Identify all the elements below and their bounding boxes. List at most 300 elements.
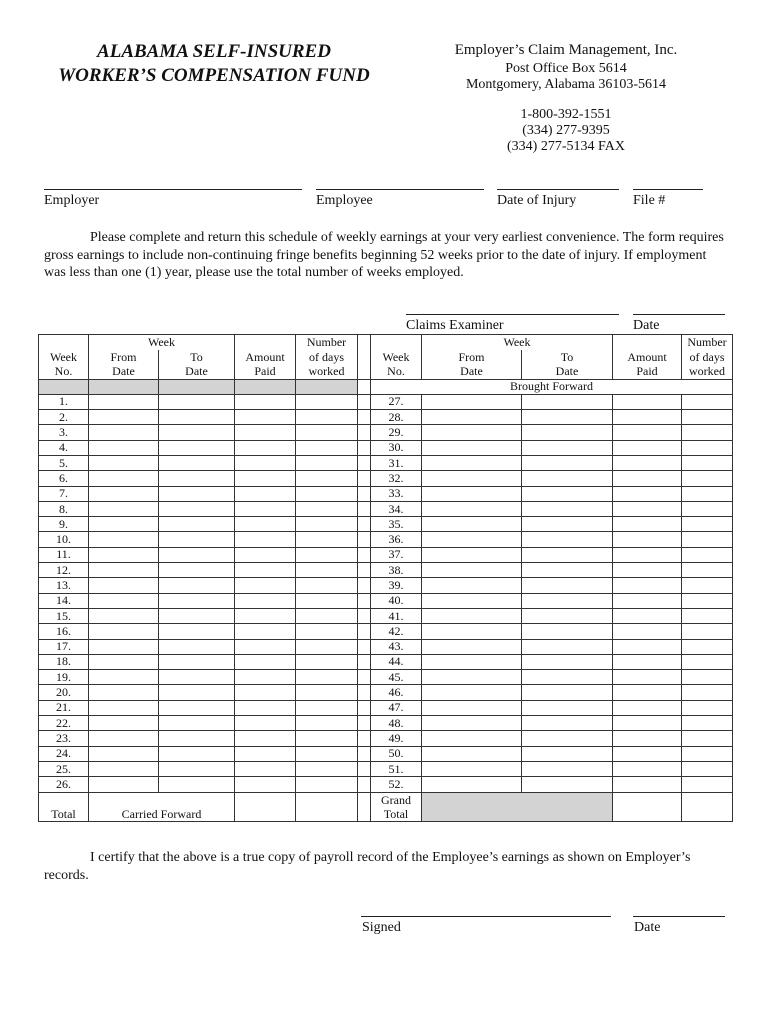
days-worked-right-cell[interactable]	[682, 532, 733, 547]
week-no-right: 50.	[371, 746, 422, 761]
to-date-right-cell[interactable]	[522, 425, 613, 440]
from-date-left-cell[interactable]	[89, 654, 159, 669]
days-worked-left-cell[interactable]	[296, 777, 358, 792]
week-no-right: 43.	[371, 639, 422, 654]
to-date-left-cell[interactable]	[159, 578, 235, 593]
week-no-left: 23.	[39, 731, 89, 746]
amount-paid-right-cell[interactable]	[613, 563, 682, 578]
header-from-left-2: Date	[89, 364, 159, 379]
days-worked-left-cell[interactable]	[296, 761, 358, 776]
from-date-left-cell[interactable]	[89, 425, 159, 440]
days-worked-left-cell[interactable]	[296, 547, 358, 562]
column-separator	[358, 792, 371, 821]
amount-paid-left-cell[interactable]	[235, 440, 296, 455]
to-date-left-cell[interactable]	[159, 425, 235, 440]
from-date-left-cell[interactable]	[89, 716, 159, 731]
days-worked-left-cell[interactable]	[296, 394, 358, 409]
days-worked-right-cell[interactable]	[682, 731, 733, 746]
from-date-right-cell[interactable]	[422, 746, 522, 761]
grand-total-days-cell[interactable]	[682, 792, 733, 821]
column-separator	[358, 394, 371, 409]
days-worked-right-cell[interactable]	[682, 410, 733, 425]
total-label: Total	[39, 792, 89, 821]
file-number-line[interactable]	[633, 189, 703, 190]
days-worked-left-cell[interactable]	[296, 440, 358, 455]
week-no-left: 8.	[39, 501, 89, 516]
days-worked-left-cell[interactable]	[296, 425, 358, 440]
header-week-no-left-1: Week	[39, 350, 89, 365]
from-date-right-cell[interactable]	[422, 670, 522, 685]
days-worked-right-cell[interactable]	[682, 471, 733, 486]
column-separator	[358, 578, 371, 593]
to-date-left-cell[interactable]	[159, 716, 235, 731]
amount-paid-left-cell[interactable]	[235, 486, 296, 501]
column-separator	[358, 624, 371, 639]
days-worked-left-cell[interactable]	[296, 486, 358, 501]
from-date-right-cell[interactable]	[422, 394, 522, 409]
table-row	[39, 471, 733, 486]
from-date-left-cell[interactable]	[89, 608, 159, 623]
to-date-left-cell[interactable]	[159, 455, 235, 470]
from-date-left-cell[interactable]	[89, 547, 159, 562]
amount-paid-right-cell[interactable]	[613, 777, 682, 792]
from-date-right-cell[interactable]	[422, 410, 522, 425]
to-date-right-cell[interactable]	[522, 746, 613, 761]
to-date-left-cell[interactable]	[159, 777, 235, 792]
days-worked-right-cell[interactable]	[682, 547, 733, 562]
days-worked-left-cell[interactable]	[296, 517, 358, 532]
days-worked-left-cell[interactable]	[296, 455, 358, 470]
from-date-left-cell[interactable]	[89, 517, 159, 532]
claims-examiner-label: Claims Examiner	[406, 318, 504, 333]
from-date-right-cell[interactable]	[422, 761, 522, 776]
amount-paid-left-cell[interactable]	[235, 716, 296, 731]
amount-paid-left-cell[interactable]	[235, 563, 296, 578]
column-separator	[358, 517, 371, 532]
header-days-left-1: Number	[296, 335, 358, 350]
week-no-left: 5.	[39, 455, 89, 470]
from-date-right-cell[interactable]	[422, 547, 522, 562]
days-worked-right-cell[interactable]	[682, 517, 733, 532]
amount-paid-right-cell[interactable]	[613, 593, 682, 608]
to-date-left-cell[interactable]	[159, 639, 235, 654]
from-date-left-cell[interactable]	[89, 685, 159, 700]
header-week-no-right-2: No.	[371, 364, 422, 379]
table-row	[39, 731, 733, 746]
title-line-2: WORKER’S COMPENSATION FUND	[58, 65, 370, 86]
to-date-left-cell[interactable]	[159, 532, 235, 547]
week-no-left: 16.	[39, 624, 89, 639]
amount-paid-right-cell[interactable]	[613, 455, 682, 470]
amount-paid-left-cell[interactable]	[235, 532, 296, 547]
amount-paid-right-cell[interactable]	[613, 547, 682, 562]
from-date-left-cell[interactable]	[89, 670, 159, 685]
days-worked-left-cell[interactable]	[296, 731, 358, 746]
from-date-right-cell[interactable]	[422, 639, 522, 654]
table-row	[39, 425, 733, 440]
from-date-right-cell[interactable]	[422, 563, 522, 578]
employee-line[interactable]	[316, 189, 484, 190]
from-date-left-cell[interactable]	[89, 761, 159, 776]
from-date-right-cell[interactable]	[422, 593, 522, 608]
week-no-left: 17.	[39, 639, 89, 654]
days-worked-right-cell[interactable]	[682, 608, 733, 623]
from-date-left-cell[interactable]	[89, 501, 159, 516]
days-worked-right-cell[interactable]	[682, 501, 733, 516]
from-date-right-cell[interactable]	[422, 455, 522, 470]
from-date-left-cell[interactable]	[89, 532, 159, 547]
week-no-right: 31.	[371, 455, 422, 470]
days-worked-right-cell[interactable]	[682, 716, 733, 731]
days-worked-left-cell[interactable]	[296, 593, 358, 608]
column-separator	[358, 410, 371, 425]
from-date-right-cell[interactable]	[422, 578, 522, 593]
days-worked-left-cell[interactable]	[296, 410, 358, 425]
days-worked-left-cell[interactable]	[296, 578, 358, 593]
from-date-right-cell[interactable]	[422, 700, 522, 715]
amount-paid-left-cell[interactable]	[235, 517, 296, 532]
week-no-right: 52.	[371, 777, 422, 792]
days-worked-left-cell[interactable]	[296, 716, 358, 731]
examiner-date-line[interactable]	[633, 314, 725, 315]
amount-paid-left-cell[interactable]	[235, 685, 296, 700]
instructions-paragraph: Please complete and return this schedule of weekly earnings at your very earliest convenience. The form requires gross earnings to include non-continuing fringe benefits beginning 52 weeks prior to the date of injury. If employment was less than one (1) year, please use the total number of weeks employed.	[44, 230, 724, 280]
to-date-right-cell[interactable]	[522, 486, 613, 501]
days-worked-left-cell[interactable]	[296, 639, 358, 654]
days-worked-right-cell[interactable]	[682, 563, 733, 578]
week-no-left: 7.	[39, 486, 89, 501]
days-worked-right-cell[interactable]	[682, 455, 733, 470]
days-worked-right-cell[interactable]	[682, 394, 733, 409]
table-row	[39, 593, 733, 608]
week-no-left: 21.	[39, 700, 89, 715]
employer-label: Employer	[44, 193, 100, 208]
amount-paid-left-cell[interactable]	[235, 425, 296, 440]
week-no-right: 38.	[371, 563, 422, 578]
date-of-injury-line[interactable]	[497, 189, 619, 190]
from-date-right-cell[interactable]	[422, 486, 522, 501]
amount-paid-right-cell[interactable]	[613, 685, 682, 700]
days-worked-right-cell[interactable]	[682, 761, 733, 776]
column-separator	[358, 639, 371, 654]
days-worked-left-cell[interactable]	[296, 532, 358, 547]
amount-paid-right-cell[interactable]	[613, 761, 682, 776]
week-no-left: 15.	[39, 608, 89, 623]
week-no-left: 26.	[39, 777, 89, 792]
header-from-right-2: Date	[422, 364, 522, 379]
from-date-right-cell[interactable]	[422, 731, 522, 746]
from-date-left-cell[interactable]	[89, 624, 159, 639]
days-worked-left-cell[interactable]	[296, 685, 358, 700]
to-date-right-cell[interactable]	[522, 593, 613, 608]
days-worked-left-cell[interactable]	[296, 700, 358, 715]
from-date-right-cell[interactable]	[422, 654, 522, 669]
amount-paid-right-cell[interactable]	[613, 425, 682, 440]
fax-number: (334) 277-5134 FAX	[507, 139, 625, 154]
brought-forward-label: Brought Forward	[371, 379, 733, 394]
from-date-right-cell[interactable]	[422, 471, 522, 486]
to-date-right-cell[interactable]	[522, 578, 613, 593]
days-worked-right-cell[interactable]	[682, 486, 733, 501]
week-no-left: 25.	[39, 761, 89, 776]
table-row	[39, 624, 733, 639]
days-worked-right-cell[interactable]	[682, 593, 733, 608]
to-date-left-cell[interactable]	[159, 593, 235, 608]
amount-paid-right-cell[interactable]	[613, 608, 682, 623]
amount-paid-left-cell[interactable]	[235, 578, 296, 593]
header-days-left-2: of days	[296, 350, 358, 365]
days-worked-left-cell[interactable]	[296, 624, 358, 639]
week-no-left: 3.	[39, 425, 89, 440]
from-date-right-cell[interactable]	[422, 532, 522, 547]
from-date-left-cell[interactable]	[89, 700, 159, 715]
from-date-right-cell[interactable]	[422, 685, 522, 700]
column-separator	[358, 532, 371, 547]
amount-paid-right-cell[interactable]	[613, 670, 682, 685]
to-date-right-cell[interactable]	[522, 777, 613, 792]
amount-paid-right-cell[interactable]	[613, 654, 682, 669]
amount-paid-right-cell[interactable]	[613, 410, 682, 425]
to-date-right-cell[interactable]	[522, 639, 613, 654]
days-worked-right-cell[interactable]	[682, 425, 733, 440]
from-date-right-cell[interactable]	[422, 716, 522, 731]
to-date-left-cell[interactable]	[159, 394, 235, 409]
grand-total-amount-cell[interactable]	[613, 792, 682, 821]
carried-forward-label: Carried Forward	[89, 792, 235, 821]
from-date-left-cell[interactable]	[89, 593, 159, 608]
to-date-left-cell[interactable]	[159, 471, 235, 486]
grand-label-2: Total	[383, 806, 409, 821]
from-date-right-cell[interactable]	[422, 624, 522, 639]
amount-paid-left-cell[interactable]	[235, 731, 296, 746]
amount-paid-left-cell[interactable]	[235, 471, 296, 486]
days-worked-left-cell[interactable]	[296, 654, 358, 669]
to-date-right-cell[interactable]	[522, 517, 613, 532]
week-no-right: 33.	[371, 486, 422, 501]
to-date-left-cell[interactable]	[159, 563, 235, 578]
to-date-left-cell[interactable]	[159, 501, 235, 516]
to-date-left-cell[interactable]	[159, 685, 235, 700]
to-date-left-cell[interactable]	[159, 731, 235, 746]
column-separator	[358, 455, 371, 470]
header-amount-right-2: Paid	[613, 364, 682, 379]
column-separator	[358, 761, 371, 776]
from-date-left-cell[interactable]	[89, 410, 159, 425]
amount-paid-left-cell[interactable]	[235, 501, 296, 516]
to-date-right-cell[interactable]	[522, 624, 613, 639]
days-worked-left-cell[interactable]	[296, 608, 358, 623]
amount-paid-right-cell[interactable]	[613, 578, 682, 593]
days-worked-right-cell[interactable]	[682, 700, 733, 715]
days-worked-right-cell[interactable]	[682, 639, 733, 654]
to-date-left-cell[interactable]	[159, 608, 235, 623]
date-of-injury-label: Date of Injury	[497, 193, 577, 208]
week-no-left: 1.	[39, 394, 89, 409]
week-no-left: 9.	[39, 517, 89, 532]
days-worked-right-cell[interactable]	[682, 440, 733, 455]
week-no-right: 34.	[371, 501, 422, 516]
to-date-left-cell[interactable]	[159, 440, 235, 455]
from-date-left-cell[interactable]	[89, 440, 159, 455]
to-date-left-cell[interactable]	[159, 746, 235, 761]
amount-paid-right-cell[interactable]	[613, 471, 682, 486]
to-date-right-cell[interactable]	[522, 455, 613, 470]
amount-paid-left-cell[interactable]	[235, 608, 296, 623]
table-row	[39, 685, 733, 700]
header-to-right-2: Date	[522, 364, 613, 379]
days-worked-right-cell[interactable]	[682, 578, 733, 593]
table-row	[39, 486, 733, 501]
from-date-left-cell[interactable]	[89, 639, 159, 654]
to-date-right-cell[interactable]	[522, 670, 613, 685]
week-no-right: 32.	[371, 471, 422, 486]
from-date-right-cell[interactable]	[422, 608, 522, 623]
phone-1: 1-800-392-1551	[520, 107, 612, 122]
amount-paid-left-cell[interactable]	[235, 547, 296, 562]
to-date-left-cell[interactable]	[159, 486, 235, 501]
to-date-left-cell[interactable]	[159, 547, 235, 562]
amount-paid-right-cell[interactable]	[613, 639, 682, 654]
days-worked-right-cell[interactable]	[682, 654, 733, 669]
amount-paid-right-cell[interactable]	[613, 440, 682, 455]
claims-examiner-line[interactable]	[406, 314, 619, 315]
days-worked-right-cell[interactable]	[682, 685, 733, 700]
from-date-left-cell[interactable]	[89, 578, 159, 593]
title-line-1: ALABAMA SELF-INSURED	[97, 41, 331, 62]
from-date-left-cell[interactable]	[89, 394, 159, 409]
form-title	[44, 40, 384, 88]
week-no-right: 40.	[371, 593, 422, 608]
header-to-right-1: To	[522, 350, 613, 365]
company-block	[436, 42, 696, 155]
amount-paid-right-cell[interactable]	[613, 716, 682, 731]
week-no-right: 46.	[371, 685, 422, 700]
amount-paid-right-cell[interactable]	[613, 394, 682, 409]
amount-paid-right-cell[interactable]	[613, 532, 682, 547]
days-worked-right-cell[interactable]	[682, 777, 733, 792]
amount-paid-right-cell[interactable]	[613, 624, 682, 639]
total-amount-cell[interactable]	[235, 792, 296, 821]
amount-paid-right-cell[interactable]	[613, 501, 682, 516]
to-date-right-cell[interactable]	[522, 410, 613, 425]
from-date-left-cell[interactable]	[89, 455, 159, 470]
from-date-right-cell[interactable]	[422, 777, 522, 792]
days-worked-right-cell[interactable]	[682, 670, 733, 685]
days-worked-left-cell[interactable]	[296, 563, 358, 578]
from-date-right-cell[interactable]	[422, 501, 522, 516]
amount-paid-left-cell[interactable]	[235, 654, 296, 669]
to-date-right-cell[interactable]	[522, 440, 613, 455]
amount-paid-left-cell[interactable]	[235, 593, 296, 608]
amount-paid-left-cell[interactable]	[235, 746, 296, 761]
to-date-left-cell[interactable]	[159, 700, 235, 715]
to-date-right-cell[interactable]	[522, 608, 613, 623]
from-date-left-cell[interactable]	[89, 486, 159, 501]
signature-date-line[interactable]	[633, 916, 725, 917]
to-date-left-cell[interactable]	[159, 761, 235, 776]
to-date-right-cell[interactable]	[522, 700, 613, 715]
days-worked-right-cell[interactable]	[682, 746, 733, 761]
amount-paid-right-cell[interactable]	[613, 486, 682, 501]
header-to-left-2: Date	[159, 364, 235, 379]
header-days-right-3: worked	[682, 364, 733, 379]
total-days-cell[interactable]	[296, 792, 358, 821]
to-date-left-cell[interactable]	[159, 654, 235, 669]
amount-paid-left-cell[interactable]	[235, 700, 296, 715]
from-date-left-cell[interactable]	[89, 471, 159, 486]
to-date-left-cell[interactable]	[159, 624, 235, 639]
week-no-right: 30.	[371, 440, 422, 455]
column-separator	[358, 685, 371, 700]
table-row	[39, 547, 733, 562]
from-date-left-cell[interactable]	[89, 746, 159, 761]
signature-line[interactable]	[361, 916, 611, 917]
to-date-right-cell[interactable]	[522, 685, 613, 700]
to-date-right-cell[interactable]	[522, 501, 613, 516]
to-date-right-cell[interactable]	[522, 761, 613, 776]
days-worked-left-cell[interactable]	[296, 471, 358, 486]
from-date-left-cell[interactable]	[89, 777, 159, 792]
to-date-right-cell[interactable]	[522, 547, 613, 562]
amount-paid-right-cell[interactable]	[613, 746, 682, 761]
table-row	[39, 746, 733, 761]
amount-paid-right-cell[interactable]	[613, 731, 682, 746]
amount-paid-right-cell[interactable]	[613, 700, 682, 715]
file-number-label: File #	[633, 193, 666, 208]
column-separator	[358, 440, 371, 455]
amount-paid-left-cell[interactable]	[235, 670, 296, 685]
to-date-right-cell[interactable]	[522, 716, 613, 731]
column-separator	[358, 777, 371, 792]
totals-row	[39, 792, 733, 821]
amount-paid-right-cell[interactable]	[613, 517, 682, 532]
amount-paid-left-cell[interactable]	[235, 624, 296, 639]
signature-date-label: Date	[634, 920, 661, 935]
to-date-left-cell[interactable]	[159, 670, 235, 685]
from-date-right-cell[interactable]	[422, 440, 522, 455]
from-date-left-cell[interactable]	[89, 563, 159, 578]
to-date-right-cell[interactable]	[522, 654, 613, 669]
to-date-right-cell[interactable]	[522, 532, 613, 547]
table-row	[39, 608, 733, 623]
amount-paid-left-cell[interactable]	[235, 761, 296, 776]
amount-paid-left-cell[interactable]	[235, 777, 296, 792]
brought-forward-row	[39, 379, 733, 394]
days-worked-left-cell[interactable]	[296, 670, 358, 685]
to-date-left-cell[interactable]	[159, 517, 235, 532]
from-date-right-cell[interactable]	[422, 517, 522, 532]
amount-paid-left-cell[interactable]	[235, 394, 296, 409]
amount-paid-left-cell[interactable]	[235, 639, 296, 654]
to-date-right-cell[interactable]	[522, 394, 613, 409]
days-worked-left-cell[interactable]	[296, 501, 358, 516]
days-worked-left-cell[interactable]	[296, 746, 358, 761]
amount-paid-left-cell[interactable]	[235, 410, 296, 425]
to-date-right-cell[interactable]	[522, 731, 613, 746]
amount-paid-left-cell[interactable]	[235, 455, 296, 470]
days-worked-right-cell[interactable]	[682, 624, 733, 639]
to-date-right-cell[interactable]	[522, 471, 613, 486]
employer-line[interactable]	[44, 189, 302, 190]
table-row	[39, 670, 733, 685]
from-date-right-cell[interactable]	[422, 425, 522, 440]
to-date-right-cell[interactable]	[522, 563, 613, 578]
address-line-1: Post Office Box 5614	[505, 61, 627, 76]
to-date-left-cell[interactable]	[159, 410, 235, 425]
column-separator	[358, 746, 371, 761]
from-date-left-cell[interactable]	[89, 731, 159, 746]
week-no-left: 4.	[39, 440, 89, 455]
